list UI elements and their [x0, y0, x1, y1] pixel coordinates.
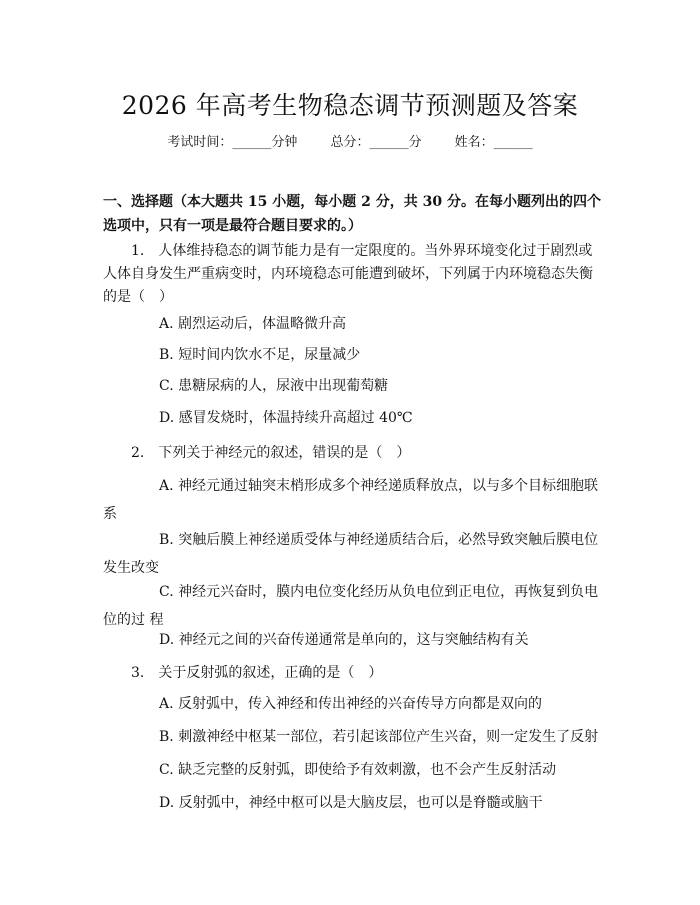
- question-2-option-d: D. 神经元之间的兴奋传递通常是单向的，这与突触结构有关: [159, 632, 529, 648]
- question-2-option-b: B. 突触后膜上神经递质受体与神经递质结合后，必然导致突触后膜电位发生改变: [103, 532, 599, 576]
- score-unit: 分: [408, 135, 422, 150]
- question-1-option-b: B. 短时间内饮水不足，尿量减少: [159, 347, 361, 363]
- question-1-option-c: C. 患糖尿病的人，尿液中出现葡萄糖: [159, 378, 389, 394]
- name-label: 姓名：: [454, 135, 494, 150]
- page-title: 2026 年高考生物稳态调节预测题及答案: [121, 91, 579, 120]
- question-3-option-b: B. 刺激神经中枢某一部位，若引起该部位产生兴奋，则一定发生了反射: [159, 729, 599, 745]
- question-2-option-c: C. 神经元兴奋时，膜内电位变化经历从负电位到正电位，再恢复到负电位的过 程: [103, 584, 599, 628]
- question-3-stem: 3. 关于反射弧的叙述，正确的是（ ）: [131, 665, 383, 681]
- question-1-stem: 1. 人体维持稳态的调节能力是有一定限度的。当外界环境变化过于剧烈或人体自身发生严重病变时，内环境稳态可能遭到破坏，下列属于内环境稳态失衡的是（ ）: [103, 243, 593, 305]
- question-3-option-c: C. 缺乏完整的反射弧，即使给予有效刺激，也不会产生反射活动: [159, 762, 557, 778]
- question-2-option-a: A. 神经元通过轴突末梢形成多个神经递质释放点，以与多个目标细胞联系: [103, 478, 599, 522]
- question-2-stem: 2. 下列关于神经元的叙述，错误的是（ ）: [131, 445, 411, 461]
- name-blank: ______: [493, 135, 533, 150]
- question-3-option-d: D. 反射弧中，神经中枢可以是大脑皮层，也可以是脊髓或脑干: [159, 795, 543, 811]
- exam-info-line: [0, 131, 700, 150]
- question-1-option-d: D. 感冒发烧时，体温持续升高超过 40℃: [159, 410, 413, 426]
- exam-time-blank: ______: [232, 135, 272, 150]
- score-label: 总分：: [330, 135, 370, 150]
- section-heading: 一、选择题（本大题共 15 小题，每小题 2 分，共 30 分。在每小题列出的四个选项中，只有一项是最符合题目要求的。）: [103, 194, 601, 234]
- exam-time-unit: 分钟: [271, 135, 298, 150]
- question-1-option-a: A. 剧烈运动后，体温略微升高: [159, 316, 347, 332]
- question-3-option-a: A. 反射弧中，传入神经和传出神经的兴奋传导方向都是双向的: [159, 696, 543, 712]
- score-blank: ______: [369, 135, 409, 150]
- exam-time-label: 考试时间：: [167, 135, 233, 150]
